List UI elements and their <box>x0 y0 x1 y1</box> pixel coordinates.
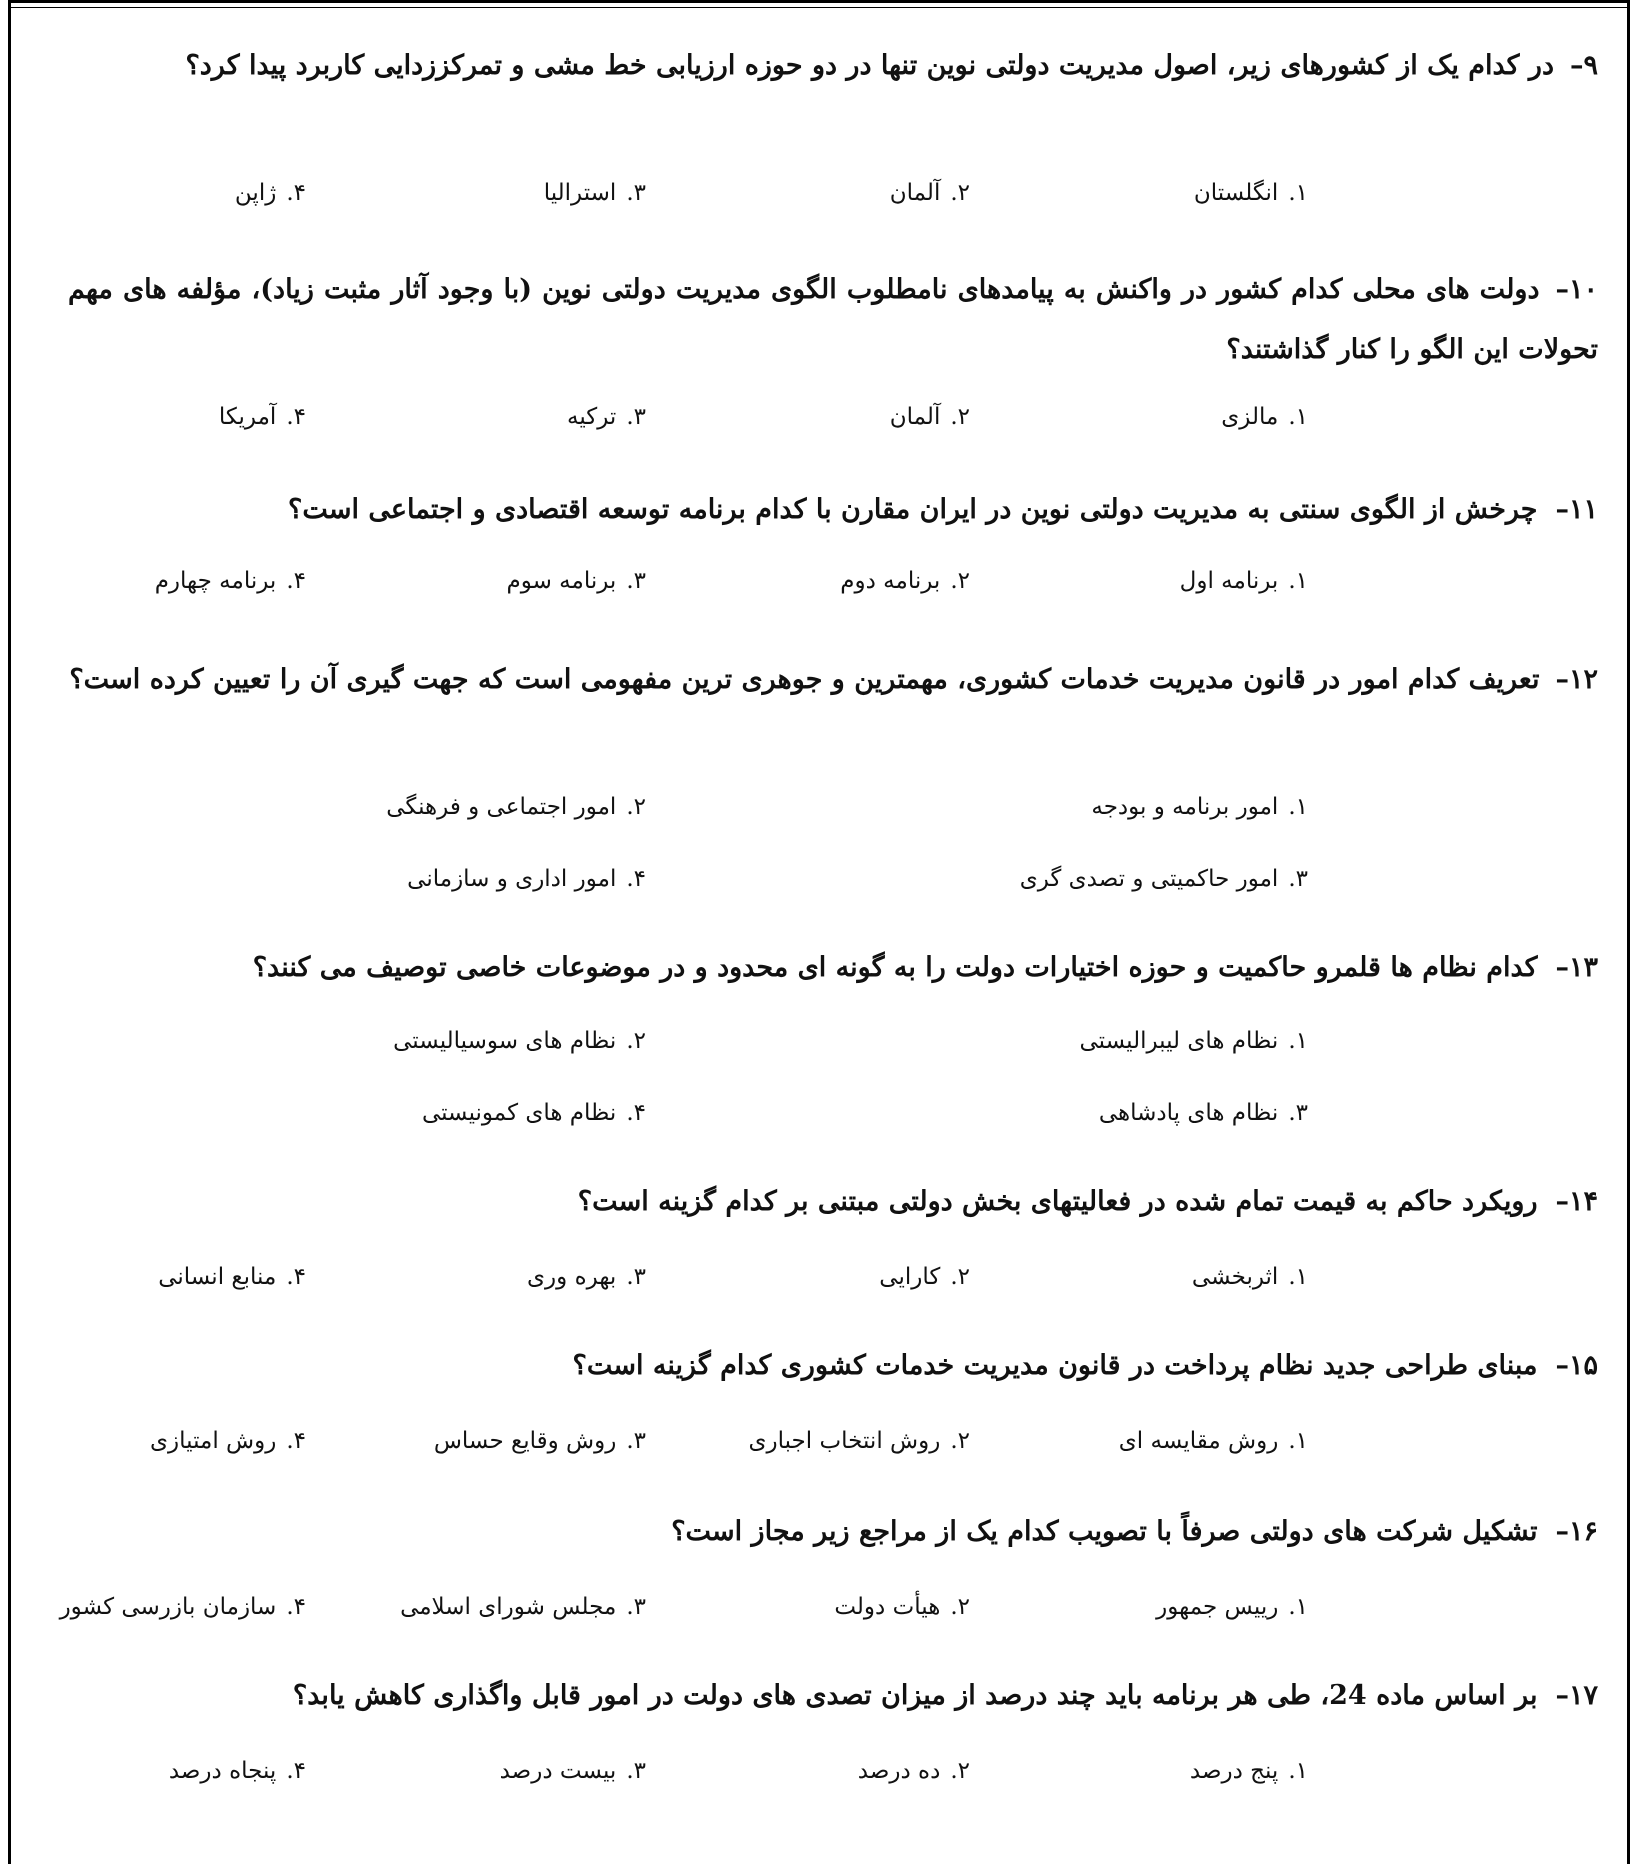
question-number: ۱۲– <box>1555 664 1598 695</box>
question-15 <box>572 1350 1598 1381</box>
question-text: دولت های محلی کدام کشور در واکنش به پیامدهای نامطلوب الگوی مدیریت دولتی نوین (با وجود آثار مثبت زیاد)، مؤلفه های مهم تحولات این الگو را کنار گذاشتند؟ <box>68 274 1598 365</box>
option-4[interactable]: ۴.روش امتیازی <box>150 1428 306 1454</box>
option-3[interactable]: ۳.نظام های پادشاهی <box>1098 1100 1308 1126</box>
option-2[interactable]: ۲.هیأت دولت <box>834 1594 970 1620</box>
question-number: ۱۵– <box>1555 1350 1598 1381</box>
question-number: ۱۴– <box>1555 1186 1598 1217</box>
option-2[interactable]: ۲.روش انتخاب اجباری <box>748 1428 970 1454</box>
option-2[interactable]: ۲.نظام های سوسیالیستی <box>393 1028 646 1054</box>
question-number: ۱۰– <box>1555 274 1598 305</box>
option-3[interactable]: ۳.بهره وری <box>527 1264 646 1290</box>
option-3[interactable]: ۳.روش وقایع حساس <box>433 1428 646 1454</box>
option-2[interactable]: ۲.آلمان <box>889 180 970 206</box>
option-2[interactable]: ۲.امور اجتماعی و فرهنگی <box>386 794 646 820</box>
option-4[interactable]: ۴.امور اداری و سازمانی <box>407 866 646 892</box>
question-10 <box>68 260 1598 380</box>
option-4[interactable]: ۴.نظام های کمونیستی <box>421 1100 646 1126</box>
question-number: ۱۷– <box>1555 1680 1598 1711</box>
option-4[interactable]: ۴.سازمان بازرسی کشور <box>59 1594 306 1620</box>
question-text: تعریف کدام امور در قانون مدیریت خدمات کشوری، مهمترین و جوهری ترین مفهومی است که جهت گیری آن را تعیین کرده است؟ <box>69 664 1540 695</box>
question-16 <box>671 1516 1598 1547</box>
option-2[interactable]: ۲.ده درصد <box>857 1758 970 1784</box>
option-3[interactable]: ۳.مجلس شورای اسلامی <box>400 1594 646 1620</box>
option-3[interactable]: ۳.استرالیا <box>543 180 646 206</box>
question-12 <box>68 650 1598 710</box>
option-1[interactable]: ۱.مالزی <box>1221 404 1308 430</box>
question-9 <box>68 36 1598 96</box>
question-11 <box>288 494 1598 525</box>
option-4[interactable]: ۴.منابع انسانی <box>158 1264 306 1290</box>
option-2[interactable]: ۲.برنامه دوم <box>840 568 970 594</box>
question-text: رویکرد حاکم به قیمت تمام شده در فعالیتهای بخش دولتی مبتنی بر کدام گزینه است؟ <box>577 1186 1538 1217</box>
question-number: ۱۳– <box>1555 952 1598 983</box>
option-4[interactable]: ۴.برنامه چهارم <box>154 568 306 594</box>
question-number: ۹– <box>1569 50 1598 81</box>
option-1[interactable]: ۱.امور برنامه و بودجه <box>1091 794 1308 820</box>
option-3[interactable]: ۳.برنامه سوم <box>506 568 646 594</box>
option-3[interactable]: ۳.امور حاکمیتی و تصدی گری <box>1019 866 1308 892</box>
option-4[interactable]: ۴.پنجاه درصد <box>168 1758 306 1784</box>
question-14 <box>578 1186 1598 1217</box>
option-1[interactable]: ۱.پنج درصد <box>1189 1758 1308 1784</box>
question-text: بر اساس ماده 24، طی هر برنامه باید چند درصد از میزان تصدی های دولت در امور قابل واگذاری کاهش یابد؟ <box>292 1680 1538 1711</box>
question-text: تشکیل شرکت های دولتی صرفاً با تصویب کدام یک از مراجع زیر مجاز است؟ <box>671 1516 1538 1547</box>
option-4[interactable]: ۴.ژاپن <box>234 180 306 206</box>
option-1[interactable]: ۱.انگلستان <box>1193 180 1308 206</box>
question-number: ۱۶– <box>1555 1516 1598 1547</box>
question-text: مبنای طراحی جدید نظام پرداخت در قانون مدیریت خدمات کشوری کدام گزینه است؟ <box>572 1350 1538 1381</box>
option-3[interactable]: ۳.ترکیه <box>567 404 646 430</box>
option-2[interactable]: ۲.کارایی <box>879 1264 970 1290</box>
option-1[interactable]: ۱.نظام های لیبرالیستی <box>1079 1028 1308 1054</box>
question-text: در کدام یک از کشورهای زیر، اصول مدیریت دولتی نوین تنها در دو حوزه ارزیابی خط مشی و تمرکززدایی کاربرد پیدا کرد؟ <box>185 50 1554 81</box>
option-2[interactable]: ۲.آلمان <box>889 404 970 430</box>
question-number: ۱۱– <box>1555 494 1598 525</box>
option-1[interactable]: ۱.رییس جمهور <box>1156 1594 1308 1620</box>
question-text: کدام نظام ها قلمرو حاکمیت و حوزه اختیارات دولت را به گونه ای محدود و در موضوعات خاصی توصیف می کنند؟ <box>252 952 1538 983</box>
option-1[interactable]: ۱.اثربخشی <box>1191 1264 1308 1290</box>
option-3[interactable]: ۳.بیست درصد <box>499 1758 646 1784</box>
option-1[interactable]: ۱.برنامه اول <box>1179 568 1308 594</box>
question-text: چرخش از الگوی سنتی به مدیریت دولتی نوین در ایران مقارن با کدام برنامه توسعه اقتصادی و اجتماعی است؟ <box>288 494 1538 525</box>
question-17 <box>293 1680 1598 1711</box>
option-4[interactable]: ۴.آمریکا <box>218 404 306 430</box>
option-1[interactable]: ۱.روش مقایسه ای <box>1118 1428 1308 1454</box>
question-13 <box>253 952 1598 983</box>
